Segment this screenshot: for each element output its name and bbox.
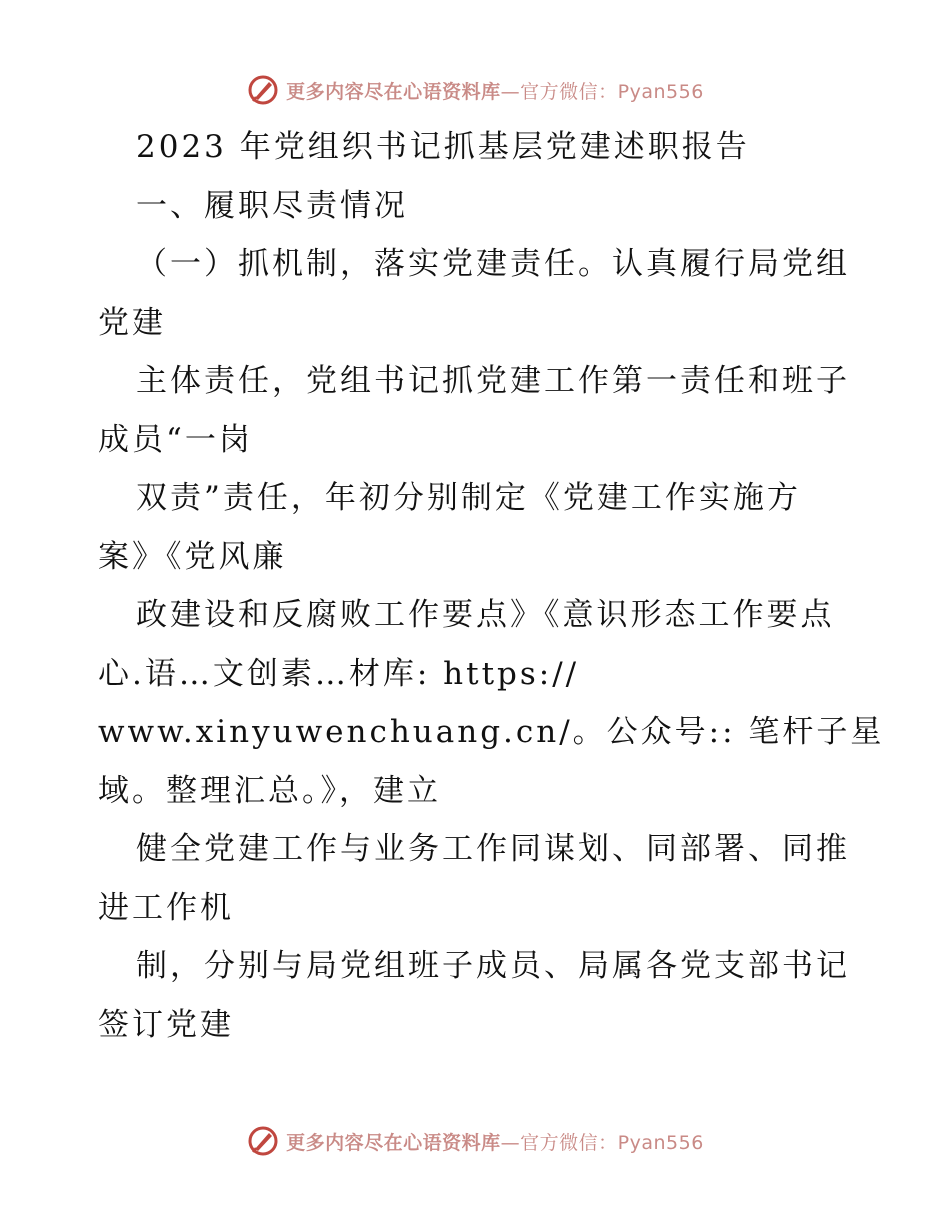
quill-logo-icon bbox=[246, 1124, 280, 1158]
paragraph-line: 案》《党风廉 bbox=[98, 538, 287, 575]
watermark-site-name: 更多内容尽在心语资料库 bbox=[286, 1131, 501, 1154]
paragraph-line: 心.语…文创素…材库: https:// bbox=[98, 655, 580, 692]
paragraph-line-url: www.xinyuwenchuang.cn/。公众号:: 笔杆子星 bbox=[98, 714, 885, 750]
document-title: 2023 年党组织书记抓基层党建述职报告 bbox=[136, 129, 750, 165]
header-watermark bbox=[0, 70, 950, 110]
watermark-separator: — bbox=[500, 80, 521, 103]
watermark-site-name: 更多内容尽在心语资料库 bbox=[286, 80, 501, 103]
footer-watermark bbox=[0, 1121, 950, 1161]
quill-logo-icon bbox=[246, 73, 280, 107]
watermark-separator: — bbox=[500, 1131, 521, 1154]
paragraph-line: 政建设和反腐败工作要点》《意识形态工作要点 bbox=[136, 597, 835, 633]
paragraph-line: 制，分别与局党组班子成员、局属各党支部书记 bbox=[136, 948, 850, 984]
paragraph-line: 党建 bbox=[98, 304, 166, 341]
paragraph-line: 健全党建工作与业务工作同谋划、同部署、同推 bbox=[136, 831, 850, 867]
paragraph-line: 域。整理汇总。》，建立 bbox=[98, 772, 441, 809]
paragraph-line: 成员“一岗 bbox=[98, 421, 253, 458]
watermark-text bbox=[286, 1128, 704, 1155]
paragraph-line: 签订党建 bbox=[98, 1006, 234, 1043]
document-body bbox=[98, 118, 885, 1054]
paragraph-line: 主体责任，党组书记抓党建工作第一责任和班子 bbox=[136, 363, 850, 399]
watermark-contact: 官方微信：Pyan556 bbox=[520, 80, 704, 103]
paragraph-line: 双责”责任，年初分别制定《党建工作实施方 bbox=[136, 480, 801, 516]
watermark-text bbox=[286, 77, 704, 104]
section-heading: 一、履职尽责情况 bbox=[136, 187, 408, 224]
paragraph-line: （一）抓机制，落实党建责任。认真履行局党组 bbox=[136, 246, 850, 282]
watermark-contact: 官方微信：Pyan556 bbox=[520, 1131, 704, 1154]
paragraph-line: 进工作机 bbox=[98, 889, 234, 926]
